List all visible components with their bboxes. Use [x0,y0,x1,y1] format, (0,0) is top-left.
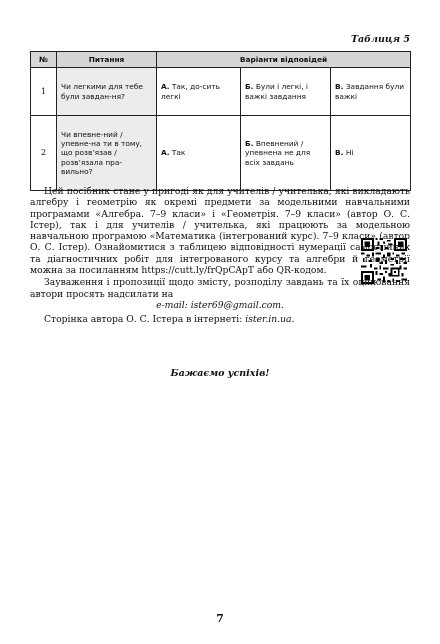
answer-key: В. [335,148,344,158]
answer-text: Ні [345,148,354,158]
answer-text: Так [171,148,186,158]
author-page-line [30,314,410,325]
paragraph-intro: Цей посібник стане у пригоді як для учителів / учителька, які викладають алгебру і геометрію як окремі предмети за модельними навчальними програмами «Алгебра. 7–9 класи» і «Геометрія. 7–9 класи» (автор О. С. Істер), так і для учителів / учителька, які працюють за модельною навчальною програмою «Математика (інтегрований курс). 7–9 класи» (автор О. С. Істер). Ознайомитися з таблицею відповідності нумерації самостійних та діагностичних робіт для інтегрованого курсу та алгебри й геометрії можна за посиланням https://cutt.ly/frQpCApT або QR-кодом. [30,186,410,277]
table-row [31,116,411,191]
row-number: 2 [31,116,57,191]
answer-text: Впевнений / упевнена не для всіх завдань [245,139,311,167]
answer-a [157,116,241,191]
header-num: № [31,52,57,68]
website-link[interactable]: ister.in.ua. [245,314,295,326]
answer-key: Б. [245,82,254,92]
answer-text: Так, до-сить легкі [161,82,220,101]
email-link[interactable]: ister69@gmail.com. [190,299,284,311]
table-row [31,68,411,116]
answer-text: Були і легкі, і важкі завдання [245,82,308,101]
page-number: 7 [216,612,224,625]
answer-a [157,68,241,116]
answer-b [241,116,331,191]
table-caption: Таблиця 5 [350,34,410,45]
answer-key: А. [161,148,170,158]
row-number: 1 [31,68,57,116]
answer-c [331,116,411,191]
answer-key: А. [161,82,170,92]
closing-wish: Бажаємо успіхів! [170,368,270,379]
body-text [30,186,410,326]
table-header-row [31,52,411,68]
email-line [30,300,410,311]
header-question: Питання [57,52,157,68]
answer-text: Завдання були важкі [335,82,404,101]
question-cell: Чи легкими для тебе були завдан-ня? [57,68,157,116]
answer-b [241,68,331,116]
header-answers: Варіанти відповідей [157,52,411,68]
answer-c [331,68,411,116]
question-cell: Чи впевне-ний / упевне-на ти в тому, що розв’язав / розв’язала пра-вильно? [57,116,157,191]
author-page-text: Сторінка автора О. С. Істера в інтернеті: [44,314,243,326]
paragraph-feedback: Зауваження і пропозиції щодо змісту, розподілу завдань та їх оцінювання автори просять надсилати на [30,277,410,300]
answer-key: В. [335,82,344,92]
survey-table [30,51,411,191]
answer-key: Б. [245,139,254,149]
email-label: e-mail: [156,299,188,311]
